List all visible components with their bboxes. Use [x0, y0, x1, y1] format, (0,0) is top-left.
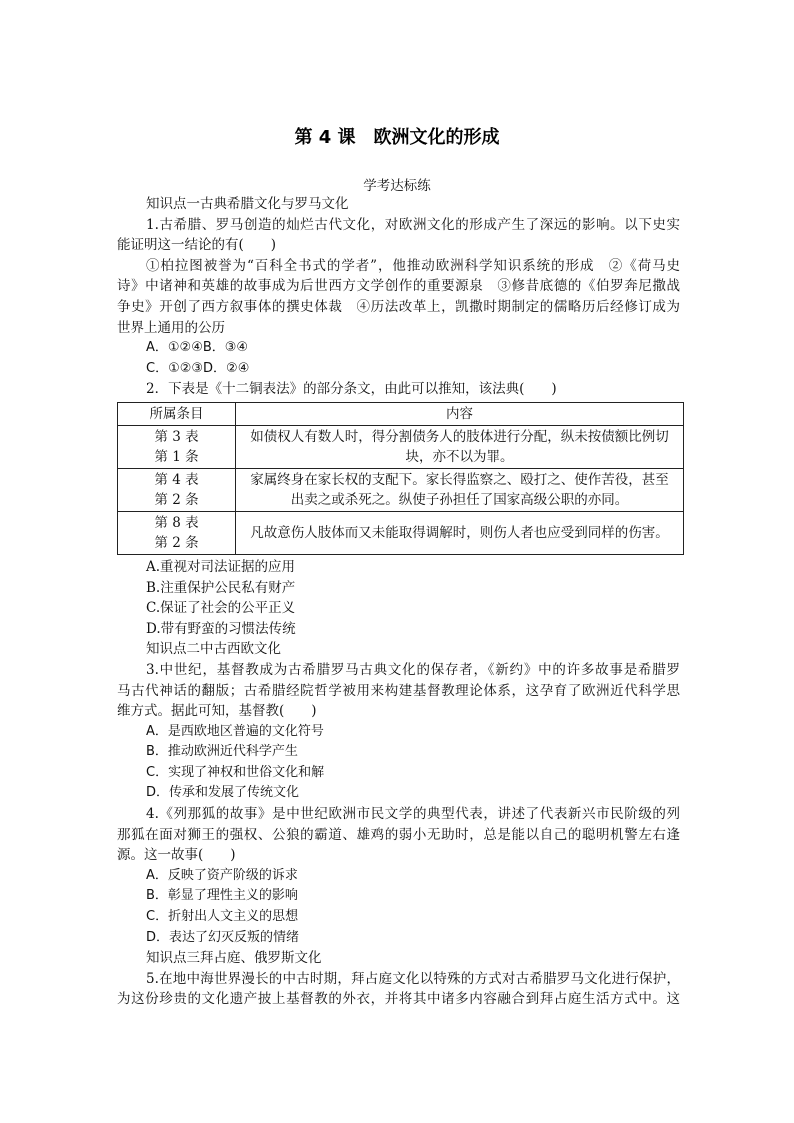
question-1-option: A．①②④B．③④: [146, 340, 249, 356]
question-3-option: C．实现了神权和世俗文化和解: [146, 764, 325, 780]
question-4-line: 4.《列那狐的故事》是中世纪欧洲市民文学的典型代表，讲述了代表新兴市民阶级的列: [146, 806, 680, 823]
table-cell-article: [118, 468, 236, 511]
question-3-option: B．推动欧洲近代科学产生: [146, 744, 298, 760]
content-line: 块，亦不以为罪。: [405, 448, 514, 465]
table-cell-content: [236, 511, 684, 554]
table-row: [118, 468, 684, 511]
table-cell-article: [118, 511, 236, 554]
question-3-line: 3.中世纪，基督教成为古希腊罗马古典文化的保存者，《新约》中的许多故事是希腊罗: [146, 661, 680, 678]
lesson-title: 第 4 课 欧洲文化的形成: [294, 127, 500, 148]
content-line: 家属终身在家长权的支配下。家长得监察之、殴打之、使作苦役，甚至: [250, 471, 669, 488]
law-table: [117, 402, 684, 555]
table-cell-content: [236, 425, 684, 468]
article-clause-number: 第 2 条: [154, 491, 199, 508]
question-1-line: ①柏拉图被誉为“百科全书式的学者”，他推动欧洲科学知识系统的形成 ②《荷马史: [146, 257, 680, 274]
article-table-number: 第 3 表: [154, 428, 199, 445]
question-4-option: C．折射出人文主义的思想: [146, 909, 299, 925]
question-4-option: B．彰显了理性主义的影响: [146, 888, 298, 904]
question-3-option: A．是西欧地区普遍的文化符号: [146, 723, 324, 739]
table-row: [118, 425, 684, 468]
knowledge-point-heading: 知识点一古典希腊文化与罗马文化: [146, 196, 349, 212]
content-line: 凡故意伤人肢体而又未能取得调解时，则伤人者也应受到同样的伤害。: [250, 524, 669, 541]
question-1-line: 1.古希腊、罗马创造的灿烂古代文化，对欧洲文化的形成产生了深远的影响。以下史实: [146, 216, 680, 233]
table-header-row: [118, 402, 684, 425]
article-clause-number: 第 1 条: [154, 448, 199, 465]
table-row: [118, 511, 684, 554]
question-5-line: 为这份珍贵的文化遗产披上基督教的外衣，并将其中诸多内容融合到拜占庭生活方式中。这: [117, 991, 680, 1008]
question-2-option: A.重视对司法证据的应用: [146, 558, 296, 575]
table-cell-content: [236, 468, 684, 511]
question-1-line: 世界上通用的公历: [117, 319, 225, 336]
document-body: [117, 194, 680, 1010]
article-table-number: 第 4 表: [154, 471, 199, 488]
content-line: 如债权人有数人时，得分割债务人的肢体进行分配，纵未按债额比例切: [250, 428, 669, 445]
question-4-option: A．反映了资产阶级的诉求: [146, 867, 298, 883]
table-header-content: 内容: [236, 402, 684, 425]
question-4-option: D．表达了幻灭反叛的情绪: [146, 929, 300, 945]
question-3-line: 维方式。据此可知，基督教( ): [117, 703, 317, 720]
question-1-line: 诗》中诸神和英雄的故事成为后世西方文学创作的重要源泉 ③修昔底德的《伯罗奔尼撒战: [117, 278, 680, 295]
section-subtitle: 学考达标练: [363, 178, 431, 194]
question-4-line: 源。这一故事( ): [117, 847, 236, 864]
article-table-number: 第 8 表: [154, 514, 199, 531]
question-3-line: 马古代神话的翻版；古希腊经院哲学被用来构建基督教理论体系，这孕育了欧洲近代科学思: [117, 682, 680, 699]
question-1-option: C．①②③D．②④: [146, 360, 250, 376]
question-2-option: D.带有野蛮的习惯法传统: [146, 620, 296, 637]
question-5-line: 5.在地中海世界漫长的中古时期，拜占庭文化以特殊的方式对古希腊罗马文化进行保护，: [146, 970, 680, 987]
table-header-article: 所属条目: [118, 402, 236, 425]
knowledge-point-heading: 知识点三拜占庭、俄罗斯文化: [146, 950, 322, 967]
question-1-line: 能证明这一结论的有( ): [117, 237, 277, 254]
question-2-option: C.保证了社会的公平正义: [146, 600, 296, 617]
content-line: 出卖之或杀死之。纵使子孙担任了国家高级公职的亦同。: [290, 491, 629, 508]
question-1-line: 争史》开创了西方叙事体的撰史体裁 ④历法改革上，凯撒时期制定的儒略历后经修订成为: [117, 298, 680, 315]
table-cell-article: [118, 425, 236, 468]
question-2-stem: 2．下表是《十二铜表法》的部分条文，由此可以推知，该法典( ): [146, 381, 557, 398]
knowledge-point-heading: 知识点二中古西欧文化: [146, 641, 281, 658]
question-2-option: B.注重保护公民私有财产: [146, 579, 296, 596]
article-clause-number: 第 2 条: [154, 534, 199, 551]
question-3-option: D．传承和发展了传统文化: [146, 785, 300, 801]
question-4-line: 那狐在面对狮王的强权、公狼的霸道、雄鸡的弱小无助时，总是能以自己的聪明机警左右逢: [117, 826, 680, 843]
